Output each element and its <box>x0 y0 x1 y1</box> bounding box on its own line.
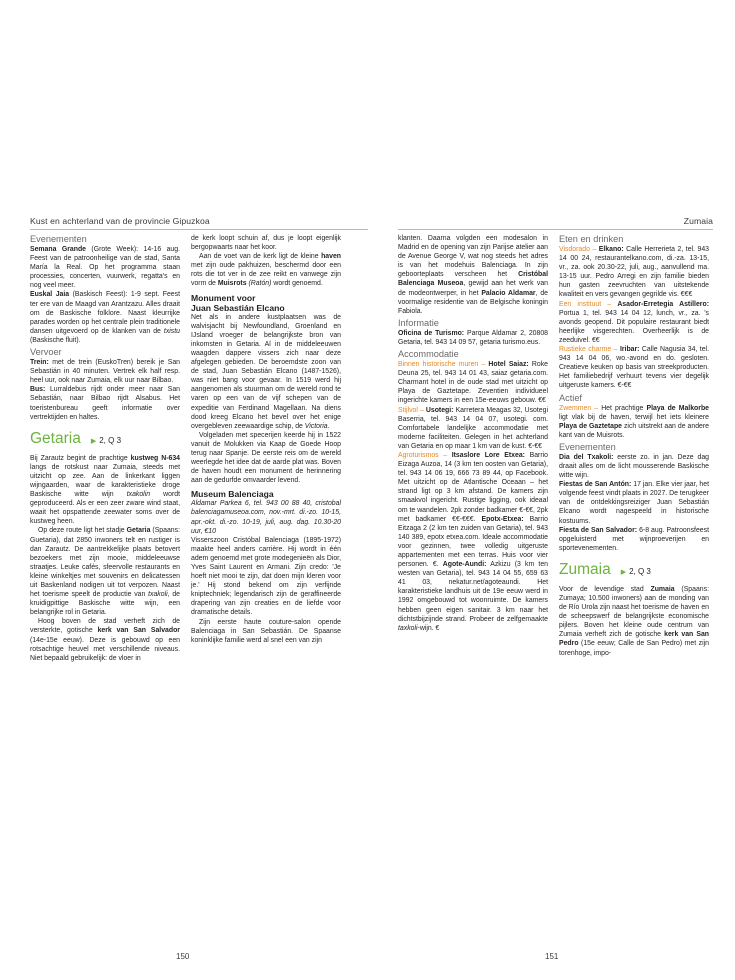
paragraph-san-salvador-fiesta: Fiesta de San Salvador: 6-8 aug. Patroonsfeest opgeluisterd met wijnproeverijen en sportevenementen. <box>559 526 709 552</box>
heading-events: Evenementen <box>30 234 87 244</box>
paragraph-balenciaga: Visserszoon Cristóbal Balenciaga (1895-1972) maakte heel anders carrière. Hij wordt in één adem genoemd met grote modegenieën als Dior, Yves Saint Laurent en Armani. Zijn credo: 'Je hoeft niet mooi te zijn, dat doen mijn kleren voor je.' Hij stond bekend om zijn verfijnde kniptechniek; legendarisch zijn de geraffineerde drapering van zijn creaties en de liefde voor dramatische details. <box>191 536 341 617</box>
map-reference: ▶ 2, Q 3 <box>620 566 651 576</box>
heading-accommodation: Accommodatie <box>398 349 459 360</box>
paragraph-semana-grande: Semana Grande (Grote Week): 14-16 aug. Feest van de patroonheilige van de stad, Santa María la Real. Op het programma staan processies, concerten, vuurwerk, regatta's en nog veel meer. <box>30 246 181 290</box>
heading-food: Eten en drinken <box>559 234 624 244</box>
page-number-left: 150 <box>176 952 190 961</box>
paragraph-train: Trein: met de trein (EuskoTren) bereik je San Sebastián in 40 minuten. Vertrek elk half resp. heel uur, ook naar Zumaia, elk uur naar Bilbao. <box>30 359 180 385</box>
section-title-getaria: Getaria ▶ 2, Q 3 <box>30 429 122 447</box>
listing-agroturismos: Agroturismos – Itsaslore Lore Etxea: Barrio Eizaga Auzoa, 14 (3 km ten oosten van Getaria), tel. 943 14 06 19, 666 73 89 44, op Facebook. Met uitzicht op de Atlantische Oceaan – het strand ligt op 3 km afstand. De kamers zijn smaakvol ingericht. Rustige ligging, ook ideaal om te wandelen. 2pk zonder badkamer €-€€, 2pk met badkamer €€-€€€. Epotx-Etxea: Barrio Eitzaga 2 (2 km ten zuiden van Getaria), tel. 943 140 389, epotx etxea.com. Ideale accommodatie voor gezinnen, twee volledig uitgeruste appartementen met een terras. Huis voor vier personen. €. Agote-Aundi: Azkizu (3 km ten westen van Getaria), tel. 943 14 04 55, 659 63 41 03, nekatur.net/agoteaundi. Het karakteristieke landhuis uit de 19e eeuw werd in 1992 omgebouwd tot woonruimte. De kamers hebben geen eigen sanitair. 3 km naar het dichtstbijzijnde strand. Probeer de zelfgemaakte taxkoli-wijn. € <box>398 451 549 632</box>
paragraph-swimming: Zwemmen – Het prachtige Playa de Malkorbe ligt vlak bij de haven, terwijl het iets kleinere Playa de Gaztetape zich uitstrekt aan de andere kant van de Muisrots. <box>559 404 709 439</box>
paragraph-bus: Bus: Lurraldebus rijdt onder meer naar San Sebastián, naar Bilbao rijdt Alsabus. Het toeristenbureau geeft informatie over vertrektijden en haltes. <box>30 386 180 421</box>
paragraph-kustweg: Bij Zarautz begint de prachtige kustweg N-634 langs de rotskust naar Zumaia, steeds met uitzicht op zee. Aan de linkerkant liggen wijngaarden, waar de karakteristieke droge Baskische witte wijn txakolin wordt geproduceerd. Als er een zeer zware wind staat, waait het opspattende zeewater soms over de kustweg heen. <box>30 454 181 526</box>
column-3 <box>398 234 548 633</box>
paragraph-san-salvador: Hoog boven de stad verheft zich de versterkte, gotische kerk van San Salvador (14e-15e eeuw). Deze is gebouwd op een rotsachtige heuvel met verschillende niveaus. Niet bepaald gebruikelijk: de vloer in <box>30 618 180 662</box>
paragraph-getaria: Op deze route ligt het stadje Getaria (Spaans: Guetaria), dat 2850 inwoners telt en rustiger is dan Zarautz. De aantrekkelijke plaats betovert bezoekers met zijn mooie, middeleeuwse straatjes. Leuke cafés, sfeervolle restaurants en kleine winkeltjes met souvenirs en delicatessen uit Baskenland nodigen uit tot verpozen. Naast het toerisme speelt de productie van txakoli, de kruidigpittige Baskische witte wijn, een belangrijke rol in Getaria. <box>30 527 181 617</box>
heading-information: Informatie <box>398 317 439 328</box>
paragraph-zumaia: Voor de levendige stad Zumaia (Spaans: Zumaya; 10.500 inwoners) aan de monding van de Río Urola zijn naast het toerisme de haven en de scheepswerf de belangrijkste economische pijlers. Boven het kleine oude centrum van Zumaia verheft zich de gotische kerk van San Pedro (15e eeuw; Calle de San Pedro) met zijn torenhoge, impo- <box>559 585 709 657</box>
heading-active: Actief <box>559 392 582 403</box>
paragraph-whaling: Net als in andere kustplaatsen was de walvisjacht bij Newfoundland, Groenland en IJsland vroeger de belangrijkste bron van inkomsten in Getaria. Al in de middeleeuwen waagden dappere vissers zich naar deze afgelegen gebieden. De beroemdste zoon van de stad, Juan Sebastián Elcano (1487-1526), was niet bang voor gevaar. In 1519 werd hij aangenomen als stuurman om de wereld rond te varen op een van de vijf schepen van de expeditie van Ferdinand Magellaan. Na diens dood kreeg Elcano het bevel over het enige overgebleven zeewaardige schip, de Victoria. <box>191 313 341 430</box>
page-number-right: 151 <box>545 952 559 961</box>
museum-info: Aldamar Parkea 6, tel. 943 00 88 40, cristobal balenciagamuseoa.com, nov.-mrt. di.-zo. 10-15, apr.-okt. di.-zo. 10-19, juli, aug. dag. 10.30-20 uur, €10 <box>191 500 341 535</box>
paragraph-euskal-jaia: Euskal Jaia (Baskisch Feest): 1-9 sept. Feest ter ere van de Maagd van Arantzazu. Alles draait om de Baskische folklore. Naast kleurrijke parades worden op het centrale plein traditionele dansen uitgevoerd op de klanken van de txistu (Baskische fluit). <box>30 291 181 344</box>
column-2 <box>191 234 341 645</box>
paragraph-clients: klanten. Daarna volgden een modesalon in Madrid en de opening van zijn Parijse atelier aan de Avenue George V, wat nog steeds het adres is van het modehuis Balenciaga. In zijn geboorteplaats verscheen het Cristóbal Balenciaga Museoa, gewijd aan het werk van de modeontwerper, in het Palacio Aldamar, de voormalige residentie van de Belgische koningin Fabiola. <box>398 235 548 315</box>
header-rule-left <box>30 229 368 230</box>
listing-elkano: Visdorado – Elkano: Calle Herrerieta 2, tel. 943 14 00 24, restaurantelkano.com, di.-za. 13-15, vr., za. ook 20.30-22, juli, aug., aanvullend ma. 13-15 uur. Pedro Arregi en zijn familie bieden hun gasten zeevruchten van uitstekende kwaliteit en vers gevangen gegrilde vis. €€€ <box>559 246 709 299</box>
paragraph-san-anton: Fiestas de San Antón: 17 jan. Elke vier jaar, het volgende feest vindt plaats in 2027. De terugkeer van de ontdekkingsreiziger Juan Sebastián Elcano wordt nagespeeld in historische kostuums. <box>559 481 709 525</box>
paragraph-haven: Aan de voet van de kerk ligt de kleine haven met zijn oude pakhuizen, beschermd door een rots die tot ver in de zee reikt en vanwege zijn vorm de Muisrots (Ratón) wordt genoemd. <box>191 253 341 288</box>
column-1 <box>30 234 180 663</box>
heading-transport: Vervoer <box>30 347 62 358</box>
triangle-icon: ▶ <box>90 437 97 445</box>
heading-monument: Monument voor Juan Sebastián Elcano <box>191 292 285 313</box>
triangle-icon: ▶ <box>620 568 627 576</box>
heading-events-zumaia: Evenementen <box>559 441 616 452</box>
column-4 <box>559 234 709 658</box>
running-header-left: Kust en achterland van de provincie Gipuzkoa <box>30 216 210 226</box>
heading-museum: Museum Balenciaga <box>191 489 274 500</box>
header-rule-right <box>398 229 713 230</box>
paragraph-salon: Zijn eerste haute couture-salon opende Balenciaga in San Sebastián. De Spaanse koninklijke familie werd al snel een van zijn <box>191 618 341 644</box>
section-title-zumaia: Zumaia ▶ 2, Q 3 <box>559 560 651 578</box>
listing-iribar: Rustieke charme – Iribar: Calle Nagusia 34, tel. 943 14 04 06, wo.-avond en do. gesloten. Creatieve keuken op basis van streekproducten. Het familiebedrijf verhuurt tevens vier degelijk uitgeruste kamers. €-€€ <box>559 346 709 390</box>
paragraph-return: Volgeladen met specerijen keerde hij in 1522 vanuit de Molukken via Kaap de Goede Hoop terug naar Spanje. De eerste reis om de wereld weerlegde het idee dat de aarde plat was. Boven de haven houdt een monument de herinnering aan de gedurfde omvaarder levend. <box>191 431 341 485</box>
listing-hotel-saiaz: Binnen historische muren – Hotel Saiaz: Roke Deuna 25, tel. 943 14 01 43, saiaz getaria.com. Charmant hotel in de oude stad met uitzicht op Playa de Gaztetape. Zeventien individueel ingerichte kamers in een 15e-eeuws gebouw. €€ <box>398 361 548 405</box>
map-reference: ▶ 2, Q 3 <box>90 435 122 445</box>
paragraph-txakoli-day: Dia del Txakoli: eerste zo. in jan. Deze dag draait alles om de licht mousserende Baskische witte wijn. <box>559 453 709 480</box>
listing-usotegi: Stijlvol – Usotegi: Karretera Meagas 32, Usotegi Baserria, tel. 943 14 04 07, usotegi. com. Comfortabele landelijke accommodatie met moderne faciliteiten. Gelegen in het achterland van Getaria en op maar 1 km van de kust. €-€€ <box>398 406 548 450</box>
running-header-right: Zumaia <box>683 216 713 226</box>
paragraph-tourist-office: Oficina de Turismo: Parque Aldamar 2, 20808 Getaria, tel. 943 14 09 57, getaria turismo.eus. <box>398 329 548 346</box>
listing-astillero: Een instituut – Asador-Erretegia Astillero: Portua 1, tel. 943 14 04 12, lunch, vr., za. 's avonds geopend. Dit populaire restaurant biedt heerlijke visgerechten. Overheerlijk is de zeeduivel. €€ <box>559 300 709 344</box>
paragraph-church-continued: de kerk loopt schuin af, dus je loopt eigenlijk bergopwaarts naar het koor. <box>191 235 341 252</box>
